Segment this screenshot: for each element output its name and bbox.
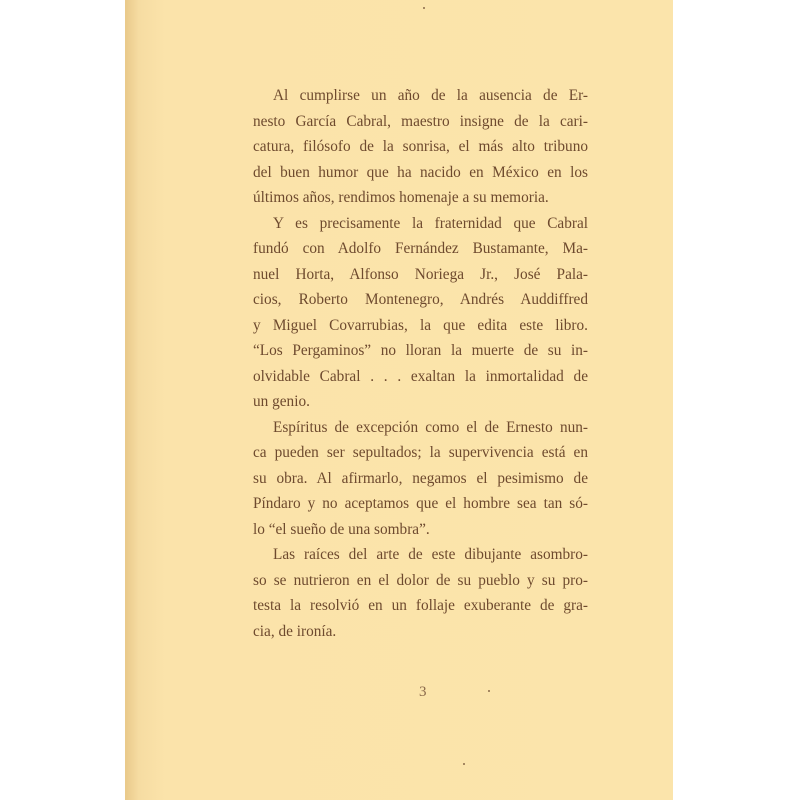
text-line: Y es precisamente la fraternidad que Cabral	[273, 214, 588, 232]
text-line: so se nutrieron en el dolor de su pueblo y su pro-	[253, 571, 588, 589]
text-line: Las raíces del arte de este dibujante asombro-	[273, 546, 588, 563]
text-line: catura, filósofo de la sonrisa, el más alto tribuno	[253, 138, 588, 155]
text-line: fundó con Adolfo Fernández Bustamante, Ma-	[253, 240, 588, 257]
text-line: del buen humor que ha nacido en México en los	[253, 163, 588, 181]
speck	[488, 690, 490, 692]
speck	[463, 763, 465, 765]
text-line: olvidable Cabral . . . exaltan la inmortalidad de	[253, 367, 588, 385]
text-line: últimos años, rendimos homenaje a su memoria.	[253, 189, 549, 206]
text-line: nesto García Cabral, maestro insigne de la cari-	[253, 112, 588, 130]
text-line: testa la resolvió en un follaje exuberante de gra-	[253, 597, 588, 614]
text-line: Píndaro y no aceptamos que el hombre sea tan só-	[253, 495, 588, 512]
text-line: ca pueden ser sepultados; la supervivencia está en	[253, 444, 588, 461]
text-line: cios, Roberto Montenegro, Andrés Auddiffred	[253, 291, 588, 308]
text-line: su obra. Al afirmarlo, negamos el pesimismo de	[253, 469, 588, 487]
body-text	[253, 83, 588, 644]
text-line: un genio.	[253, 393, 310, 410]
text-line: lo “el sueño de una sombra”.	[253, 520, 430, 538]
page-number: 3	[419, 684, 427, 700]
text-line: Al cumplirse un año de la ausencia de Er-	[273, 87, 588, 104]
speck	[423, 7, 425, 9]
book-page	[125, 0, 673, 800]
text-line: nuel Horta, Alfonso Noriega Jr., José Pala-	[253, 265, 588, 283]
text-line: Espíritus de excepción como el de Ernesto nun-	[273, 418, 588, 436]
text-line: cia, de ironía.	[253, 622, 337, 640]
text-line: “Los Pergaminos” no lloran la muerte de su in-	[253, 342, 588, 359]
text-line: y Miguel Covarrubias, la que edita este libro.	[253, 316, 588, 334]
